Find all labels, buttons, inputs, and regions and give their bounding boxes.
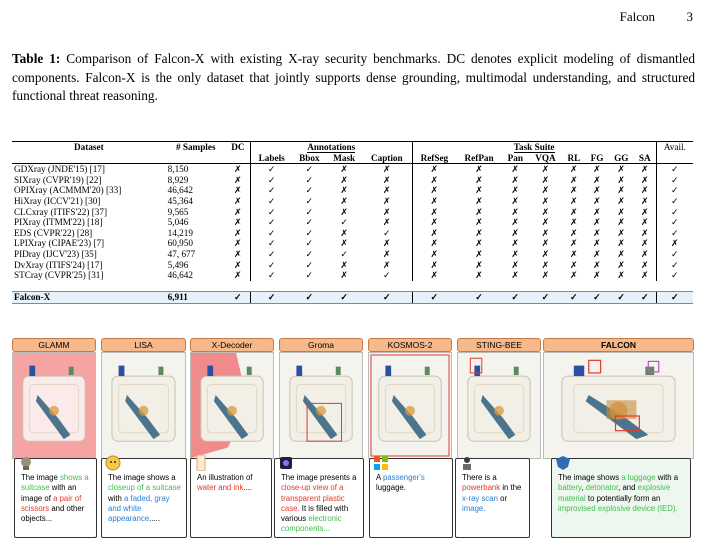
cell-sa: ✗ [640,174,649,185]
model-label-groma: Groma [279,338,363,352]
cell-refseg: ✗ [412,164,456,175]
cell-fg: ✗ [593,217,601,228]
cell-pan: ✓ [502,292,529,304]
cell-pan: ✗ [511,174,520,185]
cell-avail: ✓ [656,185,693,196]
cell-gg: ✗ [617,185,626,196]
cell-gg: ✗ [617,195,626,206]
cell-vqa: ✗ [541,185,550,196]
cell-avail: ✓ [656,260,693,271]
cell-labels: ✓ [250,270,292,281]
cell-mask: ✗ [340,259,349,270]
cell-gg: ✗ [617,206,626,217]
cell-fg: ✓ [585,292,608,304]
smile-icon [105,455,121,471]
cell-labels: ✓ [250,249,292,260]
cell-caption: ✗ [382,195,391,206]
cell-sa: ✗ [640,206,649,217]
cell-pan: ✗ [511,164,520,175]
cell-dc: ✗ [234,270,242,281]
cell-refseg: ✗ [412,270,456,281]
cell-fg: ✗ [593,227,601,238]
dataset-name: EDS (CVPR'22) [28] [14,227,93,238]
caption-bubble [190,458,272,538]
col-fg: FG [585,153,608,164]
cell-mask: ✓ [340,217,349,228]
cell-refseg: ✓ [412,292,456,304]
cell-dc: ✗ [234,238,242,249]
shield-icon [555,455,571,471]
cell-caption: ✗ [382,238,391,249]
cell-mask: ✗ [340,206,349,217]
cell-fg: ✗ [593,195,601,206]
dataset-name: CLCxray (ITIFS'22) [37] [14,206,108,217]
sample-count: 46,642 [167,185,193,196]
table-row [12,270,693,281]
benchmark-table [12,141,693,304]
table-caption [12,50,695,106]
cell-bbox: ✓ [305,227,314,238]
cell-avail: ✓ [656,175,693,186]
cell-mask: ✗ [340,195,349,206]
dataset-name: STCray (CVPR'25) [31] [14,270,104,281]
cell-bbox: ✓ [305,164,314,175]
caption-bubble [455,458,530,538]
col-refpan: RefPan [456,153,502,164]
cell-vqa: ✗ [541,227,550,238]
model-label-kosmos-2: KOSMOS-2 [368,338,452,352]
cell-dc: ✗ [234,185,242,196]
cell-refpan: ✗ [475,238,483,249]
cell-mask: ✗ [340,238,349,249]
cell-refpan: ✗ [475,206,483,217]
cell-vqa: ✗ [541,195,550,206]
table-row [12,249,693,260]
cell-gg: ✗ [617,270,626,281]
cell-sa: ✗ [640,227,649,238]
table-row [12,260,693,271]
model-label-glamm: GLAMM [12,338,96,352]
dataset-name: GDXray (JNDE'15) [17] [14,164,105,175]
cell-bbox: ✓ [305,248,314,259]
cell-caption: ✓ [382,270,391,281]
caption-text: The image shows a suitcase with an image of a pair of scissors and other objects... [21,473,89,524]
cell-caption: ✗ [382,217,391,228]
cell-fg: ✗ [593,248,601,259]
dataset-name: PIXray (ITMM'22) [18] [14,217,103,228]
cell-refseg: ✗ [412,228,456,239]
cell-bbox: ✓ [305,238,314,249]
col-mask: Mask [326,153,362,164]
model-label-x-decoder: X-Decoder [190,338,274,352]
dataset-name: OPIXray (ACMMM'20) [33] [14,185,122,196]
cell-refseg: ✗ [412,260,456,271]
cell-caption: ✗ [382,248,391,259]
dataset-name: SIXray (CVPR'19) [22] [14,174,102,185]
sample-count: 5,046 [167,217,189,228]
cell-bbox: ✓ [305,259,314,270]
table-row [12,164,693,175]
cell-rl: ✗ [570,185,578,196]
cell-dc: ✗ [234,217,242,228]
table-row-falcon [12,292,693,304]
cell-labels: ✓ [250,164,292,175]
col-refseg: RefSeg [412,153,456,164]
cell-avail: ✓ [656,292,693,304]
cell-bbox: ✓ [305,185,314,196]
model-label-strip [12,338,693,352]
cell-mask: ✗ [340,185,349,196]
cell-labels: ✓ [250,217,292,228]
cell-vqa: ✗ [541,248,550,259]
cell-bbox: ✓ [305,195,314,206]
cell-fg: ✗ [593,185,601,196]
xray-image [543,352,694,459]
cell-rl: ✗ [570,174,578,185]
cell-pan: ✗ [511,248,520,259]
cell-refseg: ✗ [412,196,456,207]
cell-refpan: ✗ [475,270,483,281]
cell-labels: ✓ [250,260,292,271]
table-row [12,207,693,218]
cell-dc: ✓ [226,292,251,304]
cell-avail: ✓ [656,217,693,228]
cell-fg: ✗ [593,206,601,217]
cell-caption: ✗ [382,185,391,196]
cell-caption: ✗ [382,259,391,270]
cell-sa: ✗ [640,164,649,175]
man-icon [459,455,475,471]
cell-sa: ✗ [640,259,649,270]
dataset-name: LPIXray (CIPAE'23) [7] [14,238,105,249]
cell-refpan: ✗ [475,217,483,228]
cell-rl: ✗ [570,270,578,281]
col-bbox: Bbox [293,153,327,164]
dataset-name: DvXray (ITIFS'24) [17] [14,259,103,270]
cell-rl: ✗ [570,195,578,206]
table-row [12,196,693,207]
cell-bbox: ✓ [305,217,314,228]
cell-gg: ✗ [617,174,626,185]
sample-count: 46,642 [167,270,193,281]
cell-sa: ✓ [634,292,656,304]
cell-vqa: ✗ [541,259,550,270]
cell-pan: ✗ [511,206,520,217]
cell-dc: ✗ [234,248,242,259]
model-label-sting-bee: STING-BEE [457,338,541,352]
cell-sa: ✗ [640,248,649,259]
cell-dc: ✗ [234,164,242,175]
cell-labels: ✓ [250,238,292,249]
cell-refseg: ✗ [412,217,456,228]
cell-sa: ✗ [640,185,649,196]
cell-dc: ✗ [234,206,242,217]
cell-fg: ✗ [593,270,601,281]
cell-mask: ✗ [340,164,349,175]
dark-icon [278,455,294,471]
cell-caption: ✓ [382,227,391,238]
cell-avail: ✓ [656,228,693,239]
cell-labels: ✓ [250,207,292,218]
cell-vqa: ✗ [541,270,550,281]
cell-rl: ✗ [570,248,578,259]
dataset-name: PIDray (IJCV'23) [35] [14,248,97,259]
cell-refpan: ✗ [475,259,483,270]
caption-text: Comparison of Falcon-X with existing X-ray security benchmarks. DC denotes explicit modeling of dismantled components. Falcon-X is the only dataset that jointly supports dense grounding, multimodal understanding, and structured functional threat reasoning. [12,51,695,104]
col-avail: Avail. [656,142,693,153]
cell-pan: ✗ [511,238,520,249]
cell-gg: ✗ [617,248,626,259]
cell-gg: ✗ [617,227,626,238]
sample-count: 8,929 [167,174,189,185]
cell-dc: ✗ [234,174,242,185]
cell-refpan: ✗ [475,248,483,259]
table-row [12,175,693,186]
dataset-name: Falcon-X [12,292,166,304]
cell-vqa: ✗ [541,217,550,228]
cell-avail: ✓ [656,207,693,218]
col-vqa: VQA [529,153,563,164]
cell-dc: ✗ [234,227,242,238]
table-row [12,185,693,196]
col-rl: RL [562,153,585,164]
cell-pan: ✗ [511,227,520,238]
cell-sa: ✗ [640,217,649,228]
caption-text: The image shows a closeup of a suitcase with a faded, gray and white appearance..... [108,473,181,524]
caption-bubble [101,458,187,538]
cell-rl: ✗ [570,227,578,238]
col-dc: DC [226,142,251,153]
cell-vqa: ✗ [541,174,550,185]
group-annotations: Annotations [250,142,412,153]
running-title: Falcon [619,9,655,24]
cell-gg: ✗ [617,217,626,228]
caption-text: There is a powerbank in the x-ray scan or image. [462,473,522,513]
cell-bbox: ✓ [293,292,327,304]
cell-refseg: ✗ [412,238,456,249]
sample-count: 9,565 [167,206,189,217]
cell-mask: ✗ [340,270,349,281]
cell-gg: ✗ [617,164,626,175]
caption-bubble [14,458,97,538]
cell-gg: ✗ [617,238,626,249]
xray-image [457,352,541,459]
cell-refpan: ✓ [456,292,502,304]
xray-image [12,352,96,459]
xdec-icon [194,455,210,471]
cell-avail: ✗ [656,238,693,249]
cell-labels: ✓ [250,196,292,207]
cell-vqa: ✓ [529,292,563,304]
cell-dc: ✗ [234,259,242,270]
col-dataset: Dataset [12,142,166,153]
cell-avail: ✓ [656,164,693,175]
dataset-name: HiXray (ICCV'21) [30] [14,195,101,206]
robot-icon [18,455,34,471]
cell-rl: ✗ [570,259,578,270]
cell-pan: ✗ [511,259,520,270]
cell-rl: ✗ [570,206,578,217]
table-row [12,228,693,239]
cell-gg: ✗ [617,259,626,270]
cell-caption: ✗ [382,164,391,175]
cell-avail: ✓ [656,196,693,207]
col-pan: Pan [502,153,529,164]
cell-refpan: ✗ [475,195,483,206]
cell-pan: ✗ [511,195,520,206]
cell-dc: ✗ [234,195,242,206]
cell-fg: ✗ [593,174,601,185]
cell-mask: ✗ [340,174,349,185]
col-sa: SA [634,153,656,164]
xray-image [279,352,363,459]
cell-labels: ✓ [250,185,292,196]
model-label-lisa: LISA [101,338,186,352]
cell-mask: ✓ [340,248,349,259]
cell-rl: ✗ [570,164,578,175]
cell-labels: ✓ [250,175,292,186]
cell-refpan: ✗ [475,164,483,175]
sample-count: 60,950 [167,238,193,249]
cell-refseg: ✗ [412,185,456,196]
table-row [12,238,693,249]
cell-mask: ✗ [340,227,349,238]
cell-vqa: ✗ [541,164,550,175]
cell-pan: ✗ [511,270,520,281]
sample-count: 6,911 [166,292,226,304]
cell-caption: ✗ [382,174,391,185]
cell-pan: ✗ [511,185,520,196]
page-number: 3 [686,9,693,24]
sample-count: 47, 677 [167,248,196,259]
cell-bbox: ✓ [305,270,314,281]
cell-fg: ✗ [593,259,601,270]
xray-image [101,352,186,459]
cell-pan: ✗ [511,217,520,228]
cell-vqa: ✗ [541,206,550,217]
cell-caption: ✗ [382,206,391,217]
cell-sa: ✗ [640,195,649,206]
sample-count: 8,150 [167,164,189,175]
cell-mask: ✓ [326,292,362,304]
cell-vqa: ✗ [541,238,550,249]
caption-bubble [551,458,691,538]
cell-refseg: ✗ [412,207,456,218]
col-samples: # Samples [166,142,226,153]
cell-bbox: ✓ [305,174,314,185]
caption-text: The image shows a luggage with a battery, detonator, and explosive material to potentially form an improvised explosive device (IED). [558,473,679,513]
cell-avail: ✓ [656,270,693,281]
cell-gg: ✓ [609,292,634,304]
table-body [12,164,693,304]
cell-refpan: ✗ [475,185,483,196]
cell-labels: ✓ [250,292,292,304]
col-caption: Caption [362,153,412,164]
sample-count: 45,364 [167,195,193,206]
caption-bubble [274,458,364,538]
cell-caption: ✓ [362,292,412,304]
xray-image [190,352,274,459]
cell-refpan: ✗ [475,174,483,185]
cell-refseg: ✗ [412,249,456,260]
cell-fg: ✗ [593,238,601,249]
cell-fg: ✗ [593,164,601,175]
model-label-falcon: FALCON [543,338,694,352]
cell-avail: ✓ [656,249,693,260]
cell-rl: ✗ [570,217,578,228]
caption-text: A passenger's luggage. [376,473,425,493]
col-labels: Labels [250,153,292,164]
xray-image [368,352,452,459]
caption-bubble [369,458,453,538]
win-icon [373,455,389,471]
col-gg: GG [609,153,634,164]
table-row [12,217,693,228]
caption-label: Table 1: [12,51,61,66]
caption-text: An illustration of water and ink.... [197,473,253,493]
cell-sa: ✗ [640,238,649,249]
caption-text: The image presents a close-up view of a transparent plastic case. It is filled with various electronic components... [281,473,357,534]
cell-rl: ✗ [570,238,578,249]
cell-labels: ✓ [250,228,292,239]
cell-refseg: ✗ [412,175,456,186]
sample-count: 14,219 [167,227,193,238]
cell-rl: ✓ [562,292,585,304]
sample-count: 5,496 [167,259,189,270]
cell-sa: ✗ [640,270,649,281]
group-task-suite: Task Suite [412,142,656,153]
cell-bbox: ✓ [305,206,314,217]
cell-refpan: ✗ [475,227,483,238]
